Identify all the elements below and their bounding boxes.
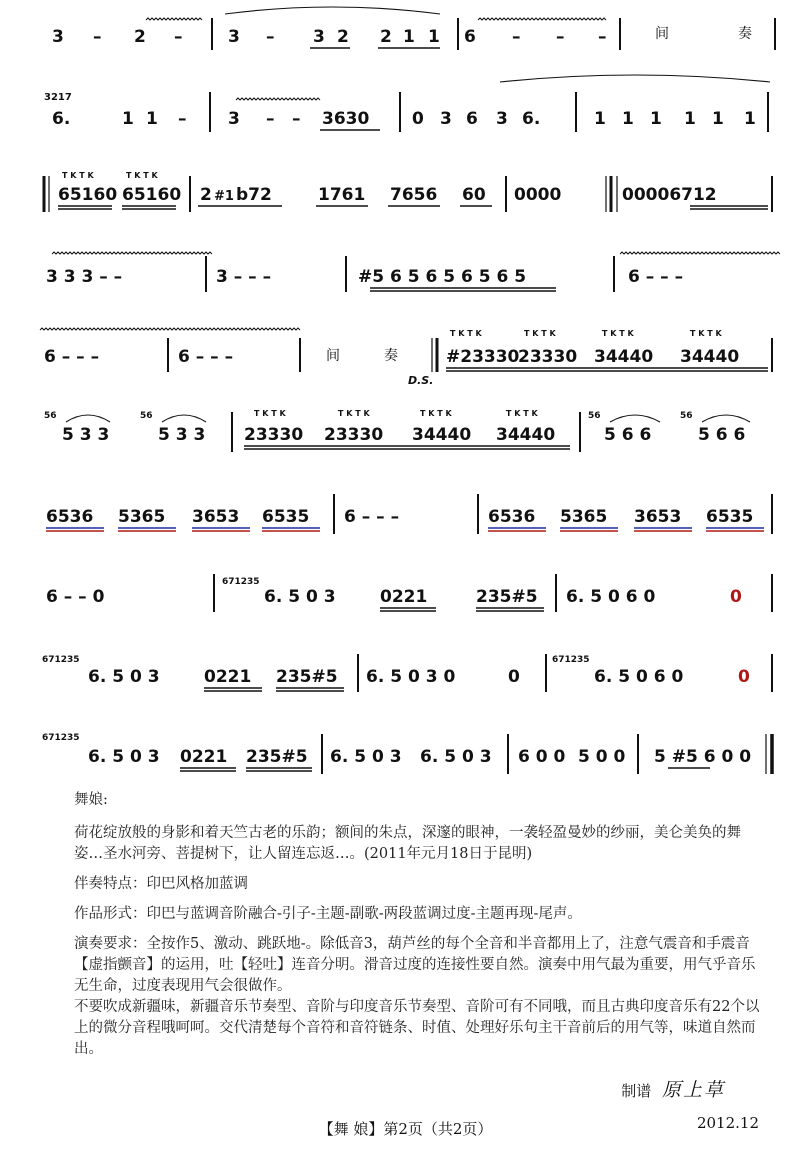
jianpu-note: 6. 5 0 3: [420, 747, 492, 767]
jianpu-note: 0: [738, 667, 750, 687]
maker-label: 制谱: [621, 1082, 652, 1100]
jianpu-note: 6. 5 0 3 0: [366, 667, 456, 687]
trill-line: [478, 18, 606, 20]
jianpu-note: 6. 5 0 3: [330, 747, 402, 767]
jianpu-note: 1: [684, 109, 696, 129]
performance-notes: [74, 790, 764, 1060]
jianpu-note: 65160: [58, 185, 118, 205]
interlude-label: 间: [655, 26, 669, 42]
grace-notes: 671235: [552, 655, 590, 665]
jianpu-note: 235#5: [276, 667, 338, 687]
system-10: [42, 733, 772, 774]
jianpu-note: 6. 5 0 3: [264, 587, 336, 607]
jianpu-note: –: [512, 27, 521, 47]
jianpu-note: 5365: [118, 507, 166, 527]
jianpu-note: 6535: [706, 507, 754, 527]
jianpu-note: 6. 5 0 3: [88, 747, 160, 767]
grace-notes: 671235: [222, 577, 260, 587]
jianpu-note: 235#5: [476, 587, 538, 607]
system-5: [40, 328, 772, 387]
grace-notes: 56: [44, 411, 57, 421]
grace-notes: 56: [588, 411, 601, 421]
trill-line: [236, 98, 320, 100]
jianpu-note: 5 3 3: [158, 425, 206, 445]
jianpu-note: 34440: [412, 425, 472, 445]
jianpu-note: 6. 5 0 6 0: [566, 587, 656, 607]
jianpu-note: 3: [313, 27, 325, 47]
articulation-mark: T K T K: [126, 171, 158, 180]
jianpu-note: 3: [228, 27, 240, 47]
jianpu-note: #23330: [446, 347, 520, 367]
jianpu-note: 0221: [380, 587, 428, 607]
system-8: [46, 574, 772, 612]
jianpu-note: 6.: [52, 109, 71, 129]
notes-advice: 不要吹成新疆味，新疆音乐节奏型、音阶与印度音乐节奏型、音阶可有不同哦，而且古典印度音乐有22个以上的微分音程哦呵呵。交代清楚每个音符和音符链条、时值、处理好乐句主干音前后的用气等，味道自然而出。: [74, 999, 760, 1057]
jianpu-note: 3: [228, 109, 240, 129]
score-maker: [621, 1075, 725, 1102]
jianpu-note: 0: [508, 667, 520, 687]
jianpu-note: 60: [462, 185, 486, 205]
slur: [610, 415, 660, 422]
maker-signature: 原上草: [661, 1079, 725, 1101]
jianpu-note: 6 – – 0: [46, 587, 105, 607]
jianpu-note: 0: [730, 587, 742, 607]
jianpu-note: 6 0 0: [518, 747, 566, 767]
articulation-mark: T K T K: [254, 409, 286, 418]
jianpu-note: –: [266, 109, 275, 129]
jianpu-note: 6 – – –: [344, 507, 400, 527]
system-1: [52, 7, 775, 50]
notes-title: 舞娘:: [74, 792, 108, 808]
notes-requirements: 演奏要求：全按作5、激动、跳跃地-。除低音3，葫芦丝的每个全音和半音都用上了，注意气震音和手震音【虚指颤音】的运用，吐【轻吐】连音分明。滑音过度的连接性要自然。演奏中用气最为重要，用气乎音乐无生命，过度表现用气会很做作。: [74, 936, 756, 994]
jianpu-note: 1: [122, 109, 134, 129]
trill-line: [40, 328, 300, 330]
jianpu-note: 3: [496, 109, 508, 129]
jianpu-note: 2: [134, 27, 146, 47]
articulation-mark: T K T K: [338, 409, 370, 418]
jianpu-note: 5 0 0: [578, 747, 626, 767]
jianpu-note: 0221: [180, 747, 228, 767]
interlude-label: 间: [326, 348, 340, 364]
jianpu-note: 3653: [634, 507, 682, 527]
jianpu-note: 0221: [204, 667, 252, 687]
jianpu-note: 6536: [488, 507, 536, 527]
jianpu-note: 00006712: [622, 185, 717, 205]
jianpu-note: 1: [594, 109, 606, 129]
jianpu-note: 2: [380, 27, 392, 47]
slur: [702, 415, 750, 422]
articulation-mark: T K T K: [602, 329, 634, 338]
jianpu-note: 6: [466, 109, 478, 129]
jianpu-note: –: [174, 27, 183, 47]
jianpu-note: #5 6 5 6 5 6 5 6 5: [358, 267, 527, 287]
notes-description: 荷花绽放般的身影和着天竺古老的乐韵；额间的朱点，深邃的眼神，一袭轻盈曼妙的纱丽，美仑美奂的舞姿…圣水河旁、菩提树下，让人留连忘返…。(2011年元月18日于昆明): [74, 825, 741, 862]
articulation-mark: T K T K: [506, 409, 538, 418]
jianpu-note: 5 3 3: [62, 425, 110, 445]
jianpu-note: 34440: [594, 347, 654, 367]
jianpu-note: 5 #5 6 0 0: [654, 747, 752, 767]
jianpu-note: –: [292, 109, 301, 129]
articulation-mark: T K T K: [62, 171, 94, 180]
jianpu-note: 1: [650, 109, 662, 129]
jianpu-note: –: [266, 27, 275, 47]
jianpu-note: 1: [403, 27, 415, 47]
jianpu-note: 5 6 6: [698, 425, 746, 445]
grace-notes: 56: [140, 411, 153, 421]
jianpu-note: 3630: [322, 109, 370, 129]
system-3: [44, 171, 772, 212]
jianpu-note: 5 6 6: [604, 425, 652, 445]
jianpu-note: 7656: [390, 185, 438, 205]
jianpu-note: 1: [744, 109, 756, 129]
slur: [500, 75, 770, 82]
jianpu-note: 235#5: [246, 747, 308, 767]
jianpu-note: 3653: [192, 507, 240, 527]
jianpu-note: 23330: [244, 425, 304, 445]
notes-accompaniment: 伴奏特点：印巴风格加蓝调: [74, 876, 248, 892]
jianpu-note: 0000: [514, 185, 562, 205]
articulation-mark: T K T K: [450, 329, 482, 338]
jianpu-note: 6536: [46, 507, 94, 527]
jianpu-note: 6: [464, 27, 476, 47]
jianpu-note: 6 – – –: [628, 267, 684, 287]
jianpu-note: –: [93, 27, 102, 47]
jianpu-note: 1: [622, 109, 634, 129]
notes-form: 作品形式：印巴与蓝调音阶融合-引子-主题-副歌-两段蓝调过度-主题再现-尾声。: [74, 906, 582, 922]
jianpu-note: 23330: [518, 347, 578, 367]
interlude-label: 奏: [384, 348, 398, 364]
jianpu-note: 3 – – –: [216, 267, 272, 287]
grace-notes: 671235: [42, 733, 80, 743]
jianpu-note: –: [556, 27, 565, 47]
slur: [66, 415, 110, 422]
jianpu-note: 1: [146, 109, 158, 129]
articulation-mark: T K T K: [690, 329, 722, 338]
system-4: [46, 252, 780, 292]
jianpu-note: 2: [200, 185, 212, 205]
page-footer: 【舞 娘】第2页（共2页）: [318, 1120, 493, 1138]
jianpu-note: –: [178, 109, 187, 129]
articulation-mark: T K T K: [524, 329, 556, 338]
system-2: [44, 75, 770, 132]
trill-line: [620, 252, 780, 254]
jianpu-note: –: [598, 27, 607, 47]
jianpu-note: 6 – – –: [178, 347, 234, 367]
jianpu-note: 3: [52, 27, 64, 47]
jianpu-note: 1: [428, 27, 440, 47]
slur: [225, 7, 440, 14]
jianpu-note: 1: [712, 109, 724, 129]
system-9: [42, 654, 772, 692]
system-6: [44, 409, 750, 452]
jianpu-note: 23330: [324, 425, 384, 445]
articulation-mark: T K T K: [420, 409, 452, 418]
grace-notes: 3217: [44, 92, 72, 103]
jianpu-note: 34440: [496, 425, 556, 445]
score-date: 2012.12: [696, 1114, 759, 1132]
ds-mark: D.S.: [408, 374, 434, 387]
grace-notes: 671235: [42, 655, 80, 665]
jianpu-note: 2: [337, 27, 349, 47]
jianpu-note: 1761: [318, 185, 366, 205]
jianpu-note: 0: [412, 109, 424, 129]
jianpu-note: 3: [440, 109, 452, 129]
jianpu-note: #1: [214, 189, 234, 204]
interlude-label: 奏: [738, 26, 752, 42]
jianpu-note: 6.: [522, 109, 541, 129]
system-7: [46, 494, 772, 534]
jianpu-note: 3 3 3 – –: [46, 267, 123, 287]
jianpu-note: 65160: [122, 185, 182, 205]
jianpu-note: 34440: [680, 347, 740, 367]
slur: [162, 415, 206, 422]
jianpu-note: 5365: [560, 507, 608, 527]
jianpu-note: 6 – – –: [44, 347, 100, 367]
trill-line: [146, 18, 202, 20]
grace-notes: 56: [680, 411, 693, 421]
jianpu-note: 6. 5 0 3: [88, 667, 160, 687]
jianpu-note: 6535: [262, 507, 310, 527]
jianpu-note: b72: [236, 185, 272, 205]
jianpu-note: 6. 5 0 6 0: [594, 667, 684, 687]
trill-line: [52, 252, 212, 254]
